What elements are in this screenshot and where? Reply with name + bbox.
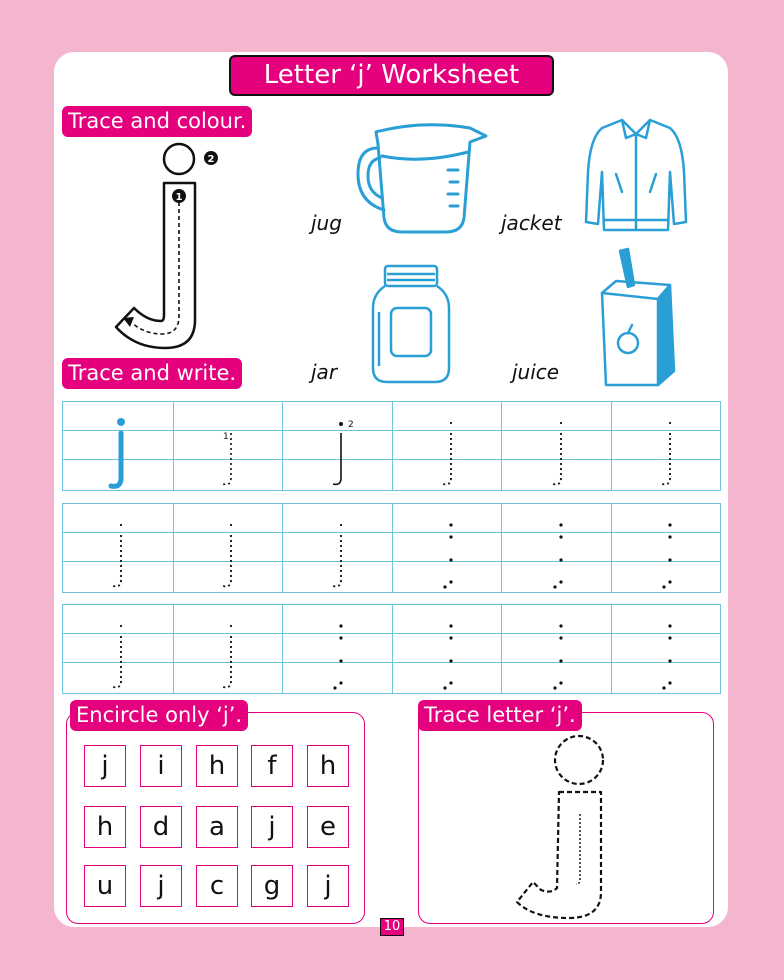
letter-tile[interactable]: e — [307, 806, 349, 848]
section-label-trace-write: Trace and write. — [62, 358, 242, 389]
picture-word-juice: juice — [512, 360, 560, 384]
section-label-trace-colour: Trace and colour. — [62, 106, 252, 137]
cell-j-traced-stroke-2 — [333, 420, 354, 484]
cell-j-traced-stroke-1 — [223, 432, 231, 484]
jar-icon — [369, 262, 453, 387]
juice-box-icon — [594, 247, 684, 390]
writing-grid-row-2 — [62, 503, 721, 593]
letter-tile[interactable]: j — [307, 865, 349, 907]
stroke-number-1: 1 — [175, 192, 183, 203]
big-letter-j-outline — [100, 140, 230, 355]
jug-icon — [352, 118, 490, 240]
letter-tile[interactable]: f — [251, 745, 293, 787]
dotted-j-row-2 — [113, 524, 341, 586]
letter-tile[interactable]: j — [84, 745, 126, 787]
svg-text:1: 1 — [223, 432, 229, 442]
jacket-icon — [582, 112, 690, 237]
letter-tile[interactable]: c — [196, 865, 238, 907]
writing-grid-row-1 — [62, 401, 721, 491]
letter-tile[interactable]: d — [140, 806, 182, 848]
stroke-number-2: 2 — [207, 154, 215, 165]
letter-tile[interactable]: j — [251, 806, 293, 848]
letter-tile[interactable]: i — [140, 745, 182, 787]
picture-word-jug: jug — [311, 211, 342, 235]
dot-guides-row-3 — [333, 624, 671, 689]
letter-tile[interactable]: h — [84, 806, 126, 848]
letter-tile[interactable]: u — [84, 865, 126, 907]
picture-word-jar: jar — [311, 360, 338, 384]
section-label-trace-letter: Trace letter ‘j’. — [418, 700, 582, 731]
letter-tile[interactable]: h — [196, 745, 238, 787]
picture-word-jacket: jacket — [501, 211, 562, 235]
writing-grid-row-3 — [62, 604, 721, 694]
letter-tile[interactable]: g — [251, 865, 293, 907]
dot-guides-row-2 — [443, 523, 671, 588]
letter-tile[interactable]: a — [196, 806, 238, 848]
dotted-j-row-1 — [443, 422, 670, 484]
page-number: 10 — [380, 918, 404, 936]
letter-tile[interactable]: h — [307, 745, 349, 787]
dotted-j-row-3 — [113, 625, 231, 687]
worksheet-title: Letter ‘j’ Worksheet — [229, 55, 554, 96]
cell-j-solid — [111, 418, 125, 486]
letter-tile[interactable]: j — [140, 865, 182, 907]
section-label-encircle: Encircle only ‘j’. — [70, 700, 248, 731]
dashed-letter-j-outline[interactable] — [505, 732, 615, 922]
svg-text:2: 2 — [348, 420, 354, 430]
